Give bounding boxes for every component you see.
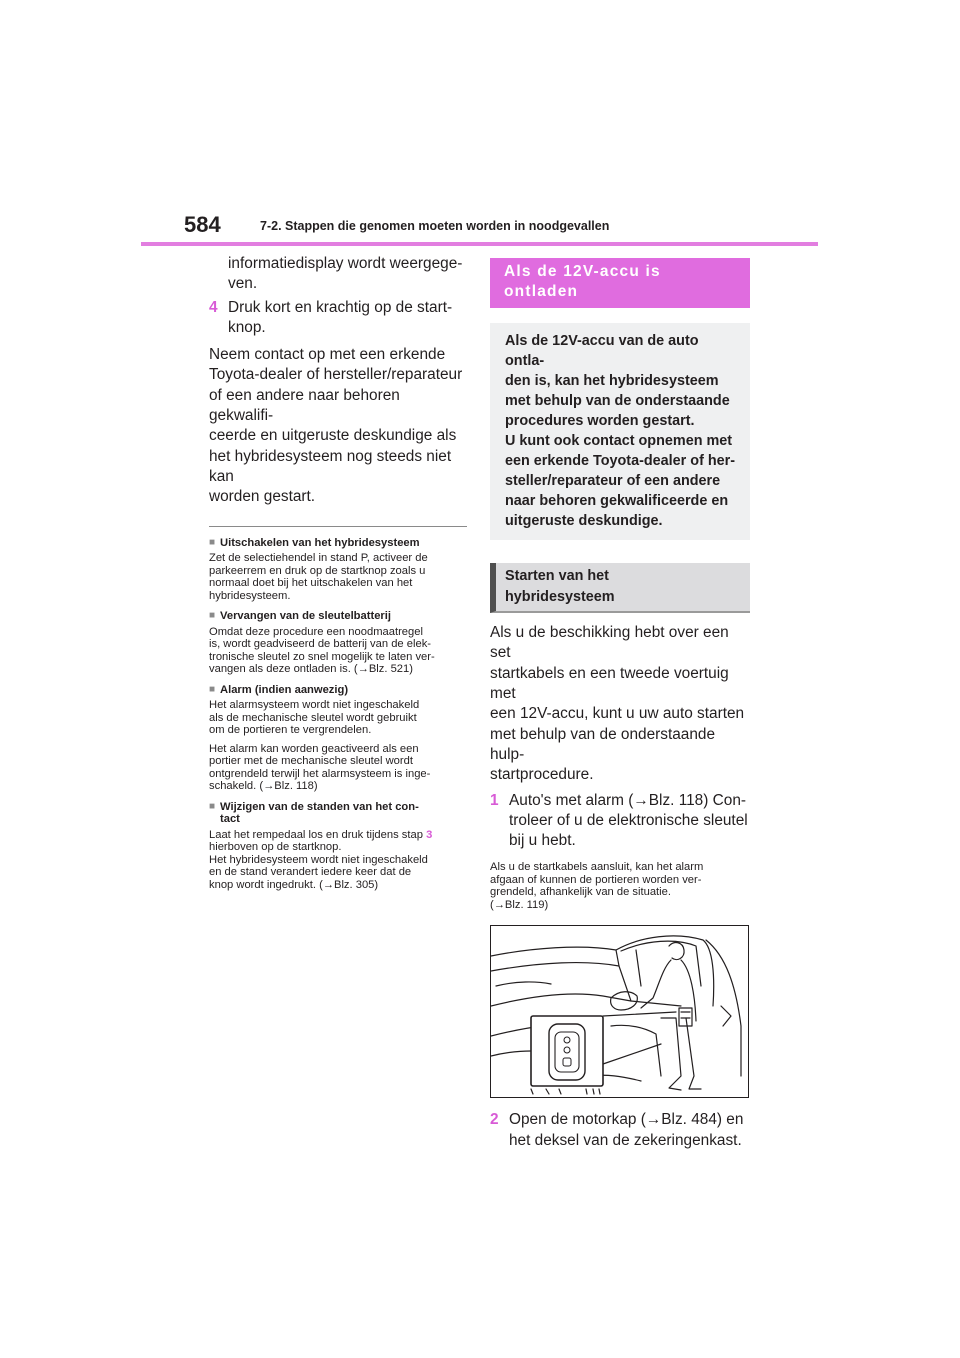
- step-reference: 3: [426, 828, 433, 841]
- step-1: [490, 791, 750, 852]
- note-ignition: [209, 801, 467, 892]
- step-text: Auto's met alarm (→Blz. 118) Con- troleer of u de elektronische sleutel bij u hebt.: [509, 791, 748, 850]
- note-title: Vervangen van de sleutelbatterij: [220, 610, 391, 623]
- smart-key-icon: [549, 1024, 585, 1080]
- step-number: 1: [490, 791, 499, 809]
- note-text: Het alarm kan worden geactiveerd als een portier met de mechanische sleutel wordt ontgrendeld terwijl het alarmsysteem is inge- schakeld. (→Blz. 118): [209, 742, 431, 793]
- note-text: Zet de selectiehendel in stand P, activeer de parkeerrem en druk op de startknop zoals u normaal doet bij het uitschakelen van het hybridesysteem.: [209, 552, 428, 602]
- continued-line: ven.: [228, 275, 258, 293]
- intro-paragraph: Als u de beschikking hebt over een set startkabels en een tweede voertuig met een 12V-accu, kunt u uw auto starten met behulp van de onderstaande hulp- startprocedure.: [490, 624, 745, 784]
- note-shutdown: [209, 537, 467, 603]
- illustration-key-at-car: [490, 925, 749, 1098]
- left-column: [209, 254, 467, 899]
- page-number: 584: [184, 212, 221, 237]
- note-title: Alarm (indien aanwezig): [220, 683, 349, 696]
- continued-line: informatiedisplay wordt weergege-: [228, 255, 463, 272]
- note-title: Wijzigen van de standen van het con- tact: [220, 800, 419, 826]
- note-alarm: [209, 684, 467, 793]
- section-divider: [209, 526, 467, 527]
- subsection-heading: Starten van het hybridesysteem: [490, 563, 750, 613]
- chapter-title: 7-2. Stappen die genomen moeten worden in noodgevallen: [260, 219, 610, 233]
- note-title: Uitschakelen van het hybridesysteem: [220, 536, 420, 549]
- header-rule: [141, 242, 818, 246]
- square-bullet-icon: ■: [209, 683, 216, 695]
- step-text: Open de motorkap (→Blz. 484) en het deksel van de zekeringenkast.: [509, 1111, 744, 1149]
- step-text: Druk kort en krachtig op de start- knop.: [228, 298, 453, 336]
- note-text: Laat het rempedaal los en druk tijdens stap 3 hierboven op de startknop. Het hybridesysteem wordt niet ingeschakeld en de stand verandert iedere keer dat de knop wordt ingedrukt. (→Blz. 305): [209, 828, 433, 891]
- car-person-illustration: [491, 926, 748, 1097]
- continued-text: [209, 254, 467, 295]
- square-bullet-icon: ■: [209, 610, 216, 622]
- step-4: [209, 298, 467, 339]
- square-bullet-icon: ■: [209, 536, 216, 548]
- step-number: 4: [209, 298, 218, 316]
- note-text: Het alarmsysteem wordt niet ingeschakeld als de mechanische sleutel wordt gebruikt om de portieren te vergrendelen.: [209, 699, 420, 737]
- step-number: 2: [490, 1111, 499, 1129]
- section-heading: Als de 12V-accu is ontladen: [490, 258, 750, 308]
- step-1-note: Als u de startkabels aansluit, kan het alarm afgaan of kunnen de portieren worden ver- grendeld, afhankelijk van de situatie. (→Blz. 119): [490, 861, 704, 911]
- square-bullet-icon: ■: [209, 800, 216, 812]
- summary-box: Als de 12V-accu van de auto ontla- den is, kan het hybridesysteem met behulp van de onderstaande procedures worden gestart. U kunt ook contact opnemen met een erkende Toyota-dealer of her- steller/reparateur of een andere naar behoren gekwalificeerde en uitgeruste deskundige.: [490, 323, 750, 540]
- right-column: [490, 258, 750, 1154]
- note-text: Omdat deze procedure een noodmaatregel is, wordt geadviseerd de batterij van de elek- tronische sleutel zo snel mogelijk te laten ver- vangen als deze ontladen is. (→Blz. 521): [209, 625, 435, 676]
- contact-paragraph: Neem contact op met een erkende Toyota-dealer of hersteller/reparateur of een andere naar behoren gekwalifi- ceerde en uitgeruste deskundige als het hybridesysteem nog steeds niet kan worden gestart.: [209, 346, 463, 506]
- step-2: [490, 1110, 750, 1151]
- note-battery: [209, 610, 467, 676]
